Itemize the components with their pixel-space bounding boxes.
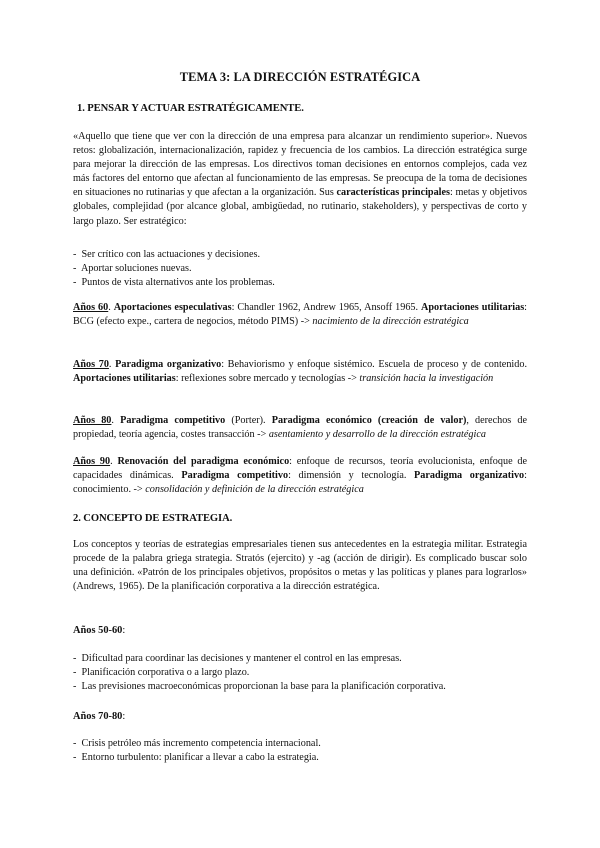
decade-result: nacimiento de la dirección estratégica xyxy=(312,316,469,328)
period-2-list xyxy=(73,737,527,765)
decade-80-paragraph: Años 80. Paradigma competitivo (Porter). Paradigma económico (creación de valor), derechos de propiedad, teoría agencia, costes transacción -> asentamiento y desarrollo de la dirección estratégica xyxy=(73,415,527,441)
decade-text: (Porter). xyxy=(225,415,272,426)
decade-text: : reflexiones sobre mercado y tecnologías -> xyxy=(175,373,360,385)
decade-label: Paradigma competitivo xyxy=(120,415,226,426)
decade-label: Paradigma económico (creación de valor) xyxy=(271,415,467,426)
decade-label: Aportaciones utilitarias xyxy=(73,373,176,385)
list-item: - Puntos de vista alternativos ante los problemas. xyxy=(73,276,527,290)
decade-text: , derechos de propiedad, teoría agencia, costes transacción -> xyxy=(73,415,527,441)
decade-label: Paradigma organizativo xyxy=(115,359,222,370)
intro-text-b: : metas y objetivos globales, complejidad (por alcance global, ambigüedad, no rutinario, stakeholders), y perspectivas de corto y largo plazo. Ser estratégico: xyxy=(73,187,527,227)
period-1-heading xyxy=(73,625,125,636)
decade-label: Paradigma organizativo xyxy=(414,470,525,482)
decade-result: transición hacia la investigación xyxy=(359,373,494,385)
decade-text: : enfoque de recursos, teoría evolucionista, enfoque de capacidades dinámicas. xyxy=(73,456,528,482)
list-item: - Aportar soluciones nuevas. xyxy=(73,262,527,276)
decade-label: Aportaciones utilitarias xyxy=(421,302,525,313)
list-item: - Entorno turbulento: planificar a llevar a cabo la estrategia. xyxy=(73,751,527,765)
decade-90-paragraph: Años 90. Renovación del paradigma económico: enfoque de recursos, teoría evolucionista, enfoque de capacidades dinámicas. Paradigma competitivo: dimensión y tecnología. Paradigma organizativo: conocimiento. -> consolidación y definición de la dirección estratégica xyxy=(73,456,528,496)
decade-label: Paradigma competitivo xyxy=(181,470,289,482)
decade-year: Años 80 xyxy=(73,415,112,426)
decade-text: : conocimiento. -> xyxy=(73,470,527,496)
decade-text: : BCG (efecto expe., cartera de negocios, método PIMS) -> xyxy=(73,302,527,328)
decade-text: : Chandler 1962, Andrew 1965, Ansoff 1965. xyxy=(231,302,422,313)
strategic-traits-list xyxy=(73,248,527,290)
period-1-list xyxy=(73,652,527,694)
decade-text: : Behaviorismo y enfoque sistémico. Escuela de proceso y de contenido. xyxy=(221,359,527,370)
decade-year: Años 60 xyxy=(73,302,109,313)
decade-year: Años 90 xyxy=(73,456,111,467)
decade-60-paragraph: Años 60. Aportaciones especulativas: Chandler 1962, Andrew 1965, Ansoff 1965. Aportaciones utilitarias: BCG (efecto expe., cartera de negocios, método PIMS) -> nacimiento de la dirección estratégica xyxy=(73,302,527,328)
period-label: Años 70-80 xyxy=(73,711,123,722)
list-item: - Planificación corporativa o a largo plazo. xyxy=(73,666,527,680)
intro-text-a: «Aquello que tiene que ver con la dirección de una empresa para alcanzar un rendimiento superior». Nuevos retos: globalización, internacionalización, rapidez y frecuencia de los cambios. La dirección estratégica surge para mejorar la dirección de las empresas. Los directivos toman decisiones en entornos complejos, cada vez más factores del entorno que afectan al funcionamiento de las empresas. Se preocupa de la toma de decisiones en situaciones no rutinarias y que afectan a la organización. Sus xyxy=(73,131,527,199)
section-1-heading: 1. PENSAR Y ACTUAR ESTRATÉGICAMENTE. xyxy=(77,103,304,114)
list-item: - Ser crítico con las actuaciones y decisiones. xyxy=(73,248,527,262)
period-colon: : xyxy=(122,711,126,722)
decade-text: : dimensión y tecnología. xyxy=(288,470,415,482)
intro-bold: características principales xyxy=(336,187,450,199)
decade-result: asentamiento y desarrollo de la dirección estratégica xyxy=(268,429,486,441)
section-2-heading: 2. CONCEPTO DE ESTRATEGIA. xyxy=(73,513,233,524)
period-colon: : xyxy=(122,625,126,636)
section-2-intro: Los conceptos y teorías de estrategias empresariales tienen sus antecedentes en la estrategia militar. Estrategia procede de la palabra griega strategia. Stratós (ejercito) y -ag (acción de dirigir). Es complicado buscar solo una definición. «Patrón de los principales objetivos, propósitos o metas y las políticas y planes para lograrlos» (Andrews, 1965). De la planificación corporativa a la dirección estratégica. xyxy=(73,539,527,593)
list-item: - Dificultad para coordinar las decisiones y mantener el control en las empresas. xyxy=(73,652,527,666)
decade-label: Aportaciones especulativas xyxy=(113,302,232,313)
period-2-heading xyxy=(73,711,125,722)
section-1-intro xyxy=(73,130,527,229)
decade-label: Renovación del paradigma económico xyxy=(117,456,290,467)
list-item: - Las previsiones macroeconómicas proporcionan la base para la planificación corporativa. xyxy=(73,680,527,694)
decade-year: Años 70 xyxy=(73,359,109,370)
page-title: TEMA 3: LA DIRECCIÓN ESTRATÉGICA xyxy=(179,70,421,84)
list-item: - Crisis petróleo más incremento competencia internacional. xyxy=(73,737,527,751)
decade-70-paragraph: Años 70. Paradigma organizativo: Behaviorismo y enfoque sistémico. Escuela de proceso y de contenido. Aportaciones utilitarias: reflexiones sobre mercado y tecnologías -> transición hacia la investigación xyxy=(73,359,527,385)
decade-result: consolidación y definición de la dirección estratégica xyxy=(145,484,364,496)
period-label: Años 50-60 xyxy=(73,625,123,636)
